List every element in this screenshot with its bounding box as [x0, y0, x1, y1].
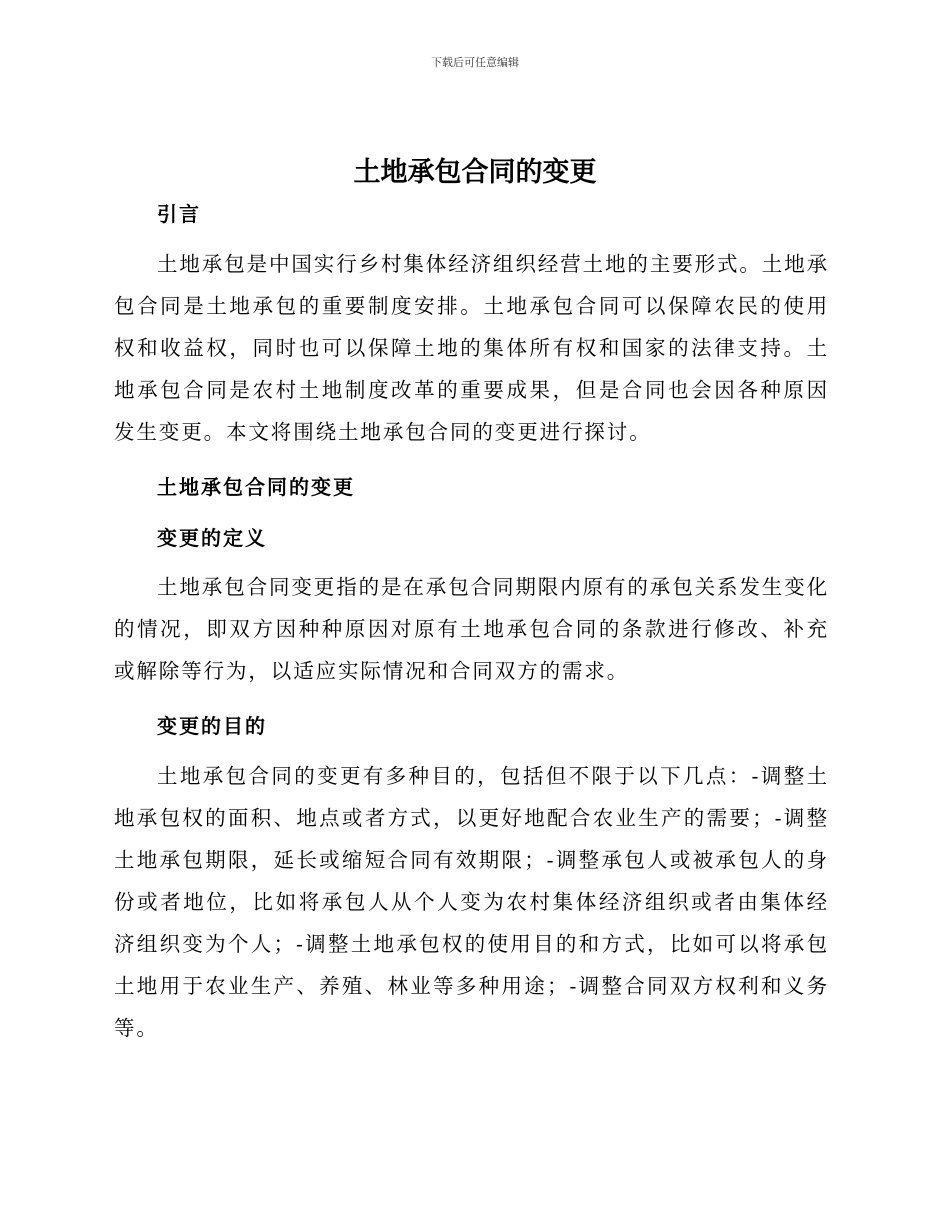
page-header-note: 下载后可任意编辑 [431, 56, 519, 69]
paragraph-purpose: 土地承包合同的变更有多种目的，包括但不限于以下几点：-调整土地承包权的面积、地点或者方式，以更好地配合农业生产的需要；-调整土地承包期限，延长或缩短合同有效期限；-调整承包人或被承包人的身份或者地位，比如将承包人从个人变为农村集体经济组织或者由集体经济组织变为个人；-调整土地承包权的使用目的和方式，比如可以将承包土地用于农业生产、养殖、林业等多种用途；-调整合同双方权利和义务等。 [114, 764, 829, 1040]
paragraph-introduction: 土地承包是中国实行乡村集体经济组织经营土地的主要形式。土地承包合同是土地承包的重要制度安排。土地承包合同可以保障农民的使用权和收益权，同时也可以保障土地的集体所有权和国家的法律支持。土地承包合同是农村土地制度改革的重要成果，但是合同也会因各种原因发生变更。本文将围绕土地承包合同的变更进行探讨。 [114, 252, 829, 444]
section-heading-introduction: 引言 [157, 202, 201, 226]
section-heading-purpose: 变更的目的 [157, 714, 267, 738]
paragraph-definition: 土地承包合同变更指的是在承包合同期限内原有的承包关系发生变化的情况，即双方因种种原因对原有土地承包合同的条款进行修改、补充或解除等行为，以适应实际情况和合同双方的需求。 [114, 575, 829, 683]
section-heading-definition: 变更的定义 [157, 526, 267, 550]
section-heading-contract-change: 土地承包合同的变更 [157, 475, 355, 499]
document-title: 土地承包合同的变更 [353, 157, 597, 188]
